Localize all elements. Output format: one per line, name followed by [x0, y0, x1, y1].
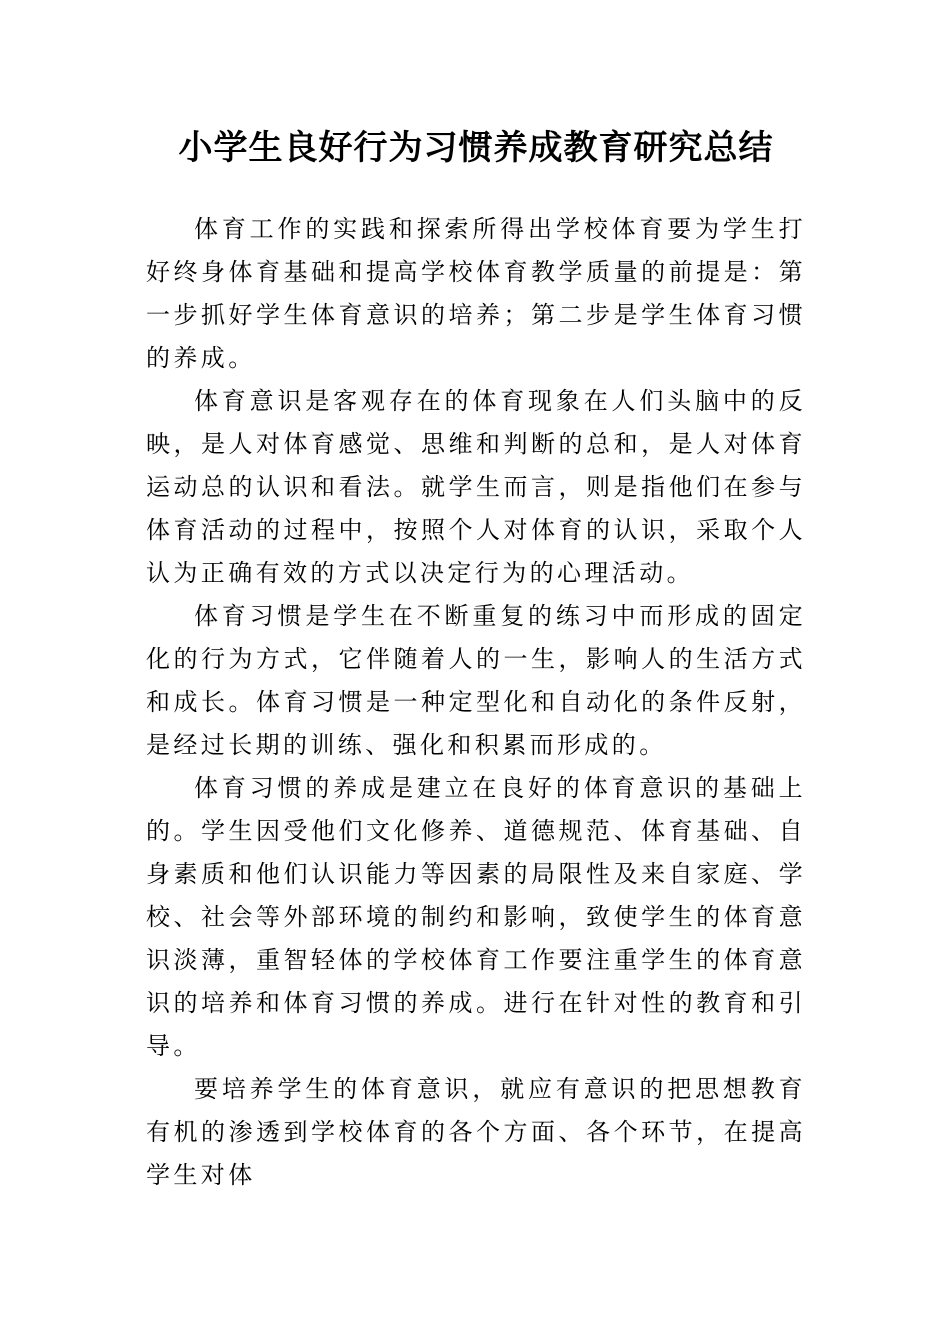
paragraph-3: 体育习惯是学生在不断重复的练习中而形成的固定化的行为方式，它伴随着人的一生，影响人的生活方式和成长。体育习惯是一种定型化和自动化的条件反射，是经过长期的训练、强化和积累而形成的。: [146, 602, 806, 759]
paragraph-2: 体育意识是客观存在的体育现象在人们头脑中的反映，是人对体育感觉、思维和判断的总和，是人对体育运动总的认识和看法。就学生而言，则是指他们在参与体育活动的过程中，按照个人对体育的认识，采取个人认为正确有效的方式以决定行为的心理活动。: [146, 387, 806, 587]
paragraph-4: 体育习惯的养成是建立在良好的体育意识的基础上的。学生因受他们文化修养、道德规范、体育基础、自身素质和他们认识能力等因素的局限性及来自家庭、学校、社会等外部环境的制约和影响，致使学生的体育意识淡薄，重智轻体的学校体育工作要注重学生的体育意识的培养和体育习惯的养成。进行在针对性的教育和引导。: [146, 774, 806, 1060]
paragraph-5: 要培养学生的体育意识，就应有意识的把思想教育有机的渗透到学校体育的各个方面、各个环节，在提高学生对体: [146, 1075, 806, 1189]
paragraph-1: 体育工作的实践和探索所得出学校体育要为学生打好终身体育基础和提高学校体育教学质量的前提是：第一步抓好学生体育意识的培养；第二步是学生体育习惯的养成。: [146, 215, 806, 372]
document-title: 小学生良好行为习惯养成教育研究总结: [178, 128, 774, 168]
document-page: [146, 118, 806, 1197]
